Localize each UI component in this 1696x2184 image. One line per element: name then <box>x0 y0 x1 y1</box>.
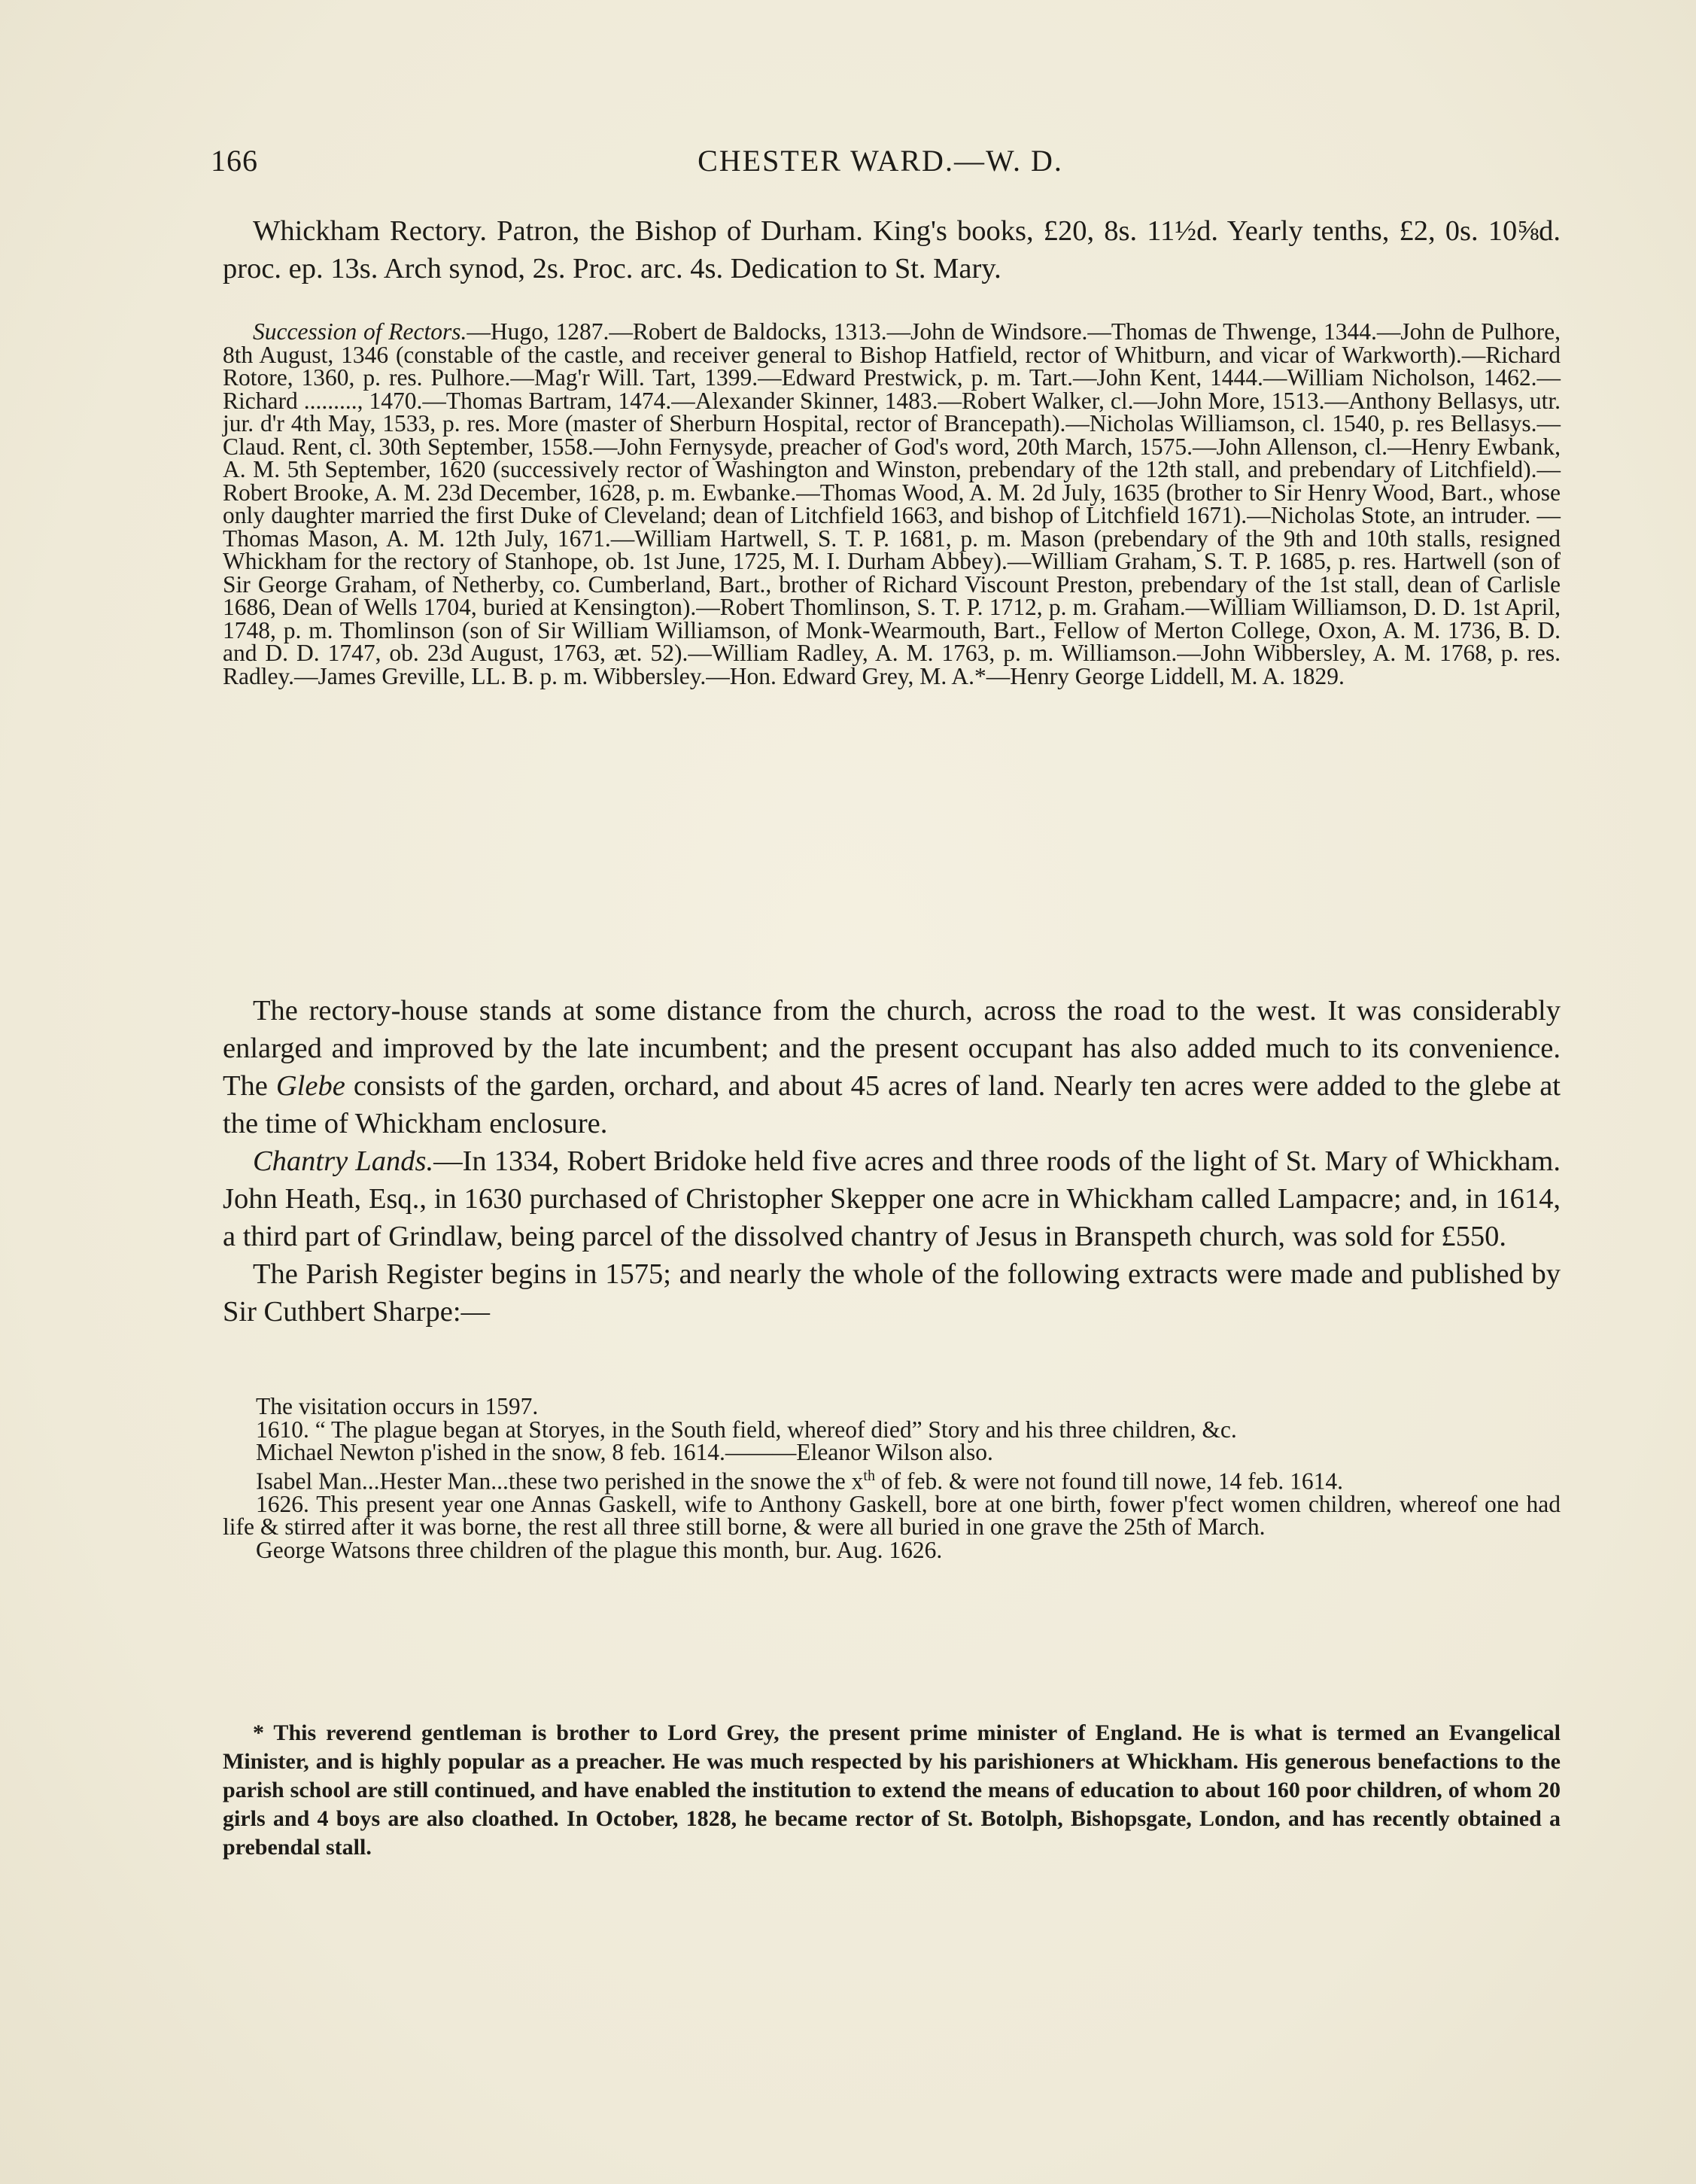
extract-newton: Michael Newton p'ished in the snow, 8 feb. 1614.———Eleanor Wilson also. <box>256 1439 993 1465</box>
succession-heading: Succession of Rectors. <box>253 318 467 345</box>
extract-watsons: George Watsons three children of the plague this month, bur. Aug. 1626. <box>256 1536 943 1563</box>
extract-man-sup: th <box>863 1467 875 1484</box>
extract-man-text-2: of feb. & were not found till nowe, 14 feb. 1614. <box>874 1468 1343 1494</box>
succession-block <box>223 318 1561 689</box>
chantry-text: —In 1334, Robert Bridoke held five acres and three roods of the light of St. Mary of Whickham. John Heath, Esq., in 1630 purchased of Christopher Skepper one acre in Whickham called Lampacre; and, in 1614, a third part of Grindlaw, being parcel of the dissolved chantry of Jesus in Branspeth church, was sold for £550. <box>223 1145 1561 1252</box>
extract-gaskell: 1626. This present year one Annas Gaskell, wife to Anthony Gaskell, bore at one birth, fower p'fect women children, whereof one had life & stirred after it was borne, the rest all three still borne, & were all buried in one grave the 25th of March. <box>223 1490 1561 1540</box>
chantry-paragraph <box>223 1142 1561 1255</box>
rectory-house-text-1: The rectory-house stands at some distance from the church, across the road to the west. It was considerably enlarged and improved by the late incumbent; and the present occupant has also added much to its convenience. The <box>223 995 1561 1102</box>
chantry-heading: Chantry Lands. <box>253 1145 434 1177</box>
extract-man <box>223 1465 1561 1493</box>
running-title: CHESTER WARD.—W. D. <box>698 144 1063 178</box>
register-extracts <box>223 1395 1561 1562</box>
rectory-intro-block <box>223 212 1561 287</box>
glebe-term: Glebe <box>275 1070 345 1102</box>
footnote: * This reverend gentleman is brother to Lord Grey, the present prime minister of England. He is what is termed an Evangelical Minister, and is highly popular as a preacher. He was much respected by his parishioners at Whickham. His generous benefactions to the parish school are still continued, and have enabled the institution to extend the means of education to about 160 poor children, of whom 20 girls and 4 boys are also cloathed. In October, 1828, he became rector of St. Botolph, Bishopsgate, London, and has recently obtained a prebendal stall. <box>223 1720 1561 1860</box>
main-text-block <box>223 992 1561 1331</box>
succession-paragraph <box>223 318 1561 689</box>
page-number: 166 <box>211 144 258 178</box>
footnote-block <box>223 1719 1561 1862</box>
extract-visitation: The visitation occurs in 1597. <box>256 1393 539 1419</box>
register-intro-paragraph: The Parish Register begins in 1575; and nearly the whole of the following extracts were made and published by Sir Cuthbert Sharpe:— <box>223 1258 1561 1328</box>
rectory-house-paragraph <box>223 992 1561 1142</box>
succession-text: —Hugo, 1287.—Robert de Baldocks, 1313.—John de Windsore.—Thomas de Thwenge, 1344.—John de Pulhore, 8th August, 1346 (constable of the castle, and receiver general to Bishop Hatfield, rector of Whitburn, and vicar of Warkworth).—Richard Rotore, 1360, p. res. Pulhore.—Mag'r Will. Tart, 1399.—Edward Prestwick, p. m. Tart.—John Kent, 1444.—William Nicholson, 1462.—Richard ........., 1470.—Thomas Bartram, 1474.—Alexander Skinner, 1483.—Robert Walker, cl.—John More, 1513.—Anthony Bellasys, utr. jur. d'r 4th May, 1533, p. res. More (master of Sherburn Hospital, rector of Brancepath).—Nicholas Williamson, cl. 1540, p. res Bellasys.—Claud. Rent, cl. 30th September, 1558.—John Fernysyde, preacher of God's word, 20th March, 1575.—John Allenson, cl.—Henry Ewbank, A. M. 5th September, 1620 (successively rector of Washington and Winston, prebendary of the 12th stall, and prebendary of Litchfield).—Robert Brooke, A. M. 23d December, 1628, p. m. Ewbanke.—Thomas Wood, A. M. 2d July, 1635 (brother to Sir Henry Wood, Bart., whose only daughter married the first Duke of Cleveland; dean of Litchfield 1663, and bishop of Litchfield 1671).—Nicholas Stote, an intruder. —Thomas Mason, A. M. 12th July, 1671.—William Hartwell, S. T. P. 1681, p. m. Mason (prebendary of the 9th and 10th stalls, resigned Whickham for the rectory of Stanhope, ob. 1st June, 1725, M. I. Durham Abbey).—William Graham, S. T. P. 1685, p. res. Hartwell (son of Sir George Graham, of Netherby, co. Cumberland, Bart., brother of Richard Viscount Preston, prebendary of the 1st stall, dean of Carlisle 1686, Dean of Wells 1704, buried at Kensington).—Robert Thomlinson, S. T. P. 1712, p. m. Graham.—William Williamson, D. D. 1st April, 1748, p. m. Thomlinson (son of Sir William Williamson, of Monk-Wearmouth, Bart., Fellow of Merton College, Oxon, A. M. 1736, B. D. and D. D. 1747, ob. 23d August, 1763, æt. 52).—William Radley, A. M. 1763, p. m. Williamson.—John Wibbersley, A. M. 1768, p. res. Radley.—James Greville, LL. B. p. m. Wibbersley.—Hon. Edward Grey, M. A.*—Henry George Liddell, M. A. 1829. <box>223 318 1561 689</box>
rectory-intro: Whickham Rectory. Patron, the Bishop of Durham. King's books, £20, 8s. 11½d. Yearly tenths, £2, 0s. 10⅝d. proc. ep. 13s. Arch synod, 2s. Proc. arc. 4s. Dedication to St. Mary. <box>223 215 1561 284</box>
rectory-house-text-2: consists of the garden, orchard, and about 45 acres of land. Nearly ten acres were added to the glebe at the time of Whickham enclosure. <box>223 1070 1561 1139</box>
page-header <box>211 143 1550 185</box>
extract-man-text-1: Isabel Man...Hester Man...these two perished in the snowe the x <box>256 1468 864 1494</box>
extract-plague-1610: 1610. “ The plague began at Storyes, in the South field, whereof died” Story and his three children, &c. <box>256 1416 1237 1443</box>
